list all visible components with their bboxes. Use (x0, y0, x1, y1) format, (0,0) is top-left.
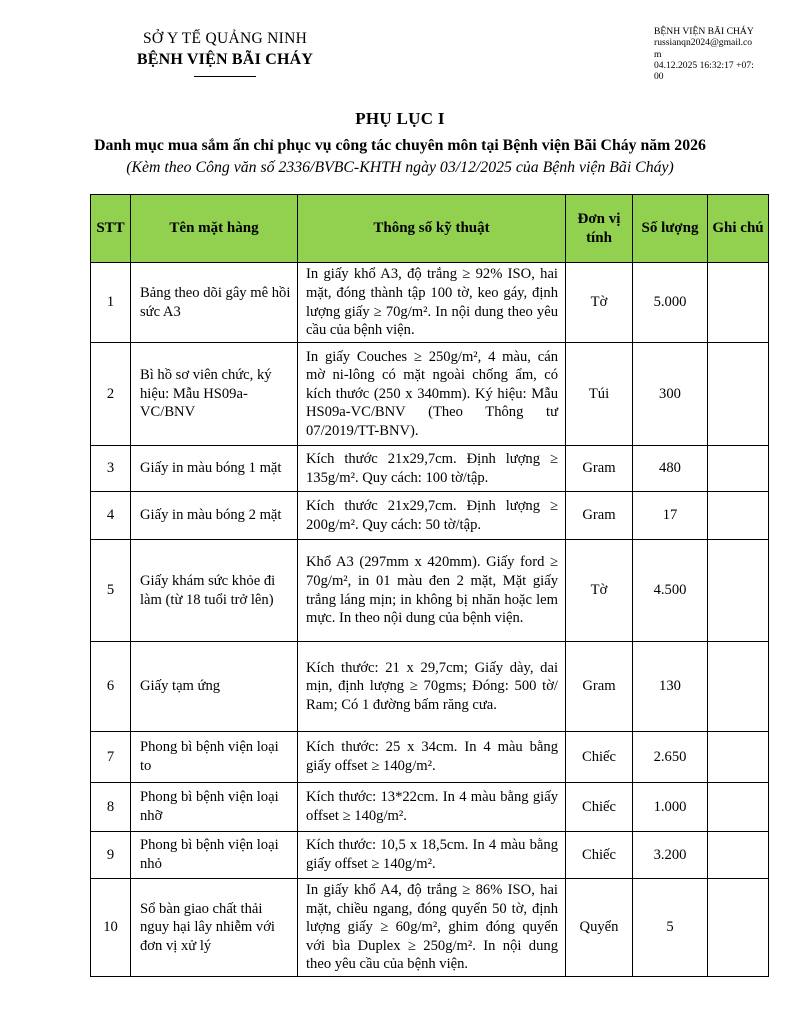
hospital-name: BỆNH VIỆN BÃI CHÁY (136, 51, 314, 68)
table-row (91, 343, 769, 446)
appendix-title: PHỤ LỤC I (355, 109, 445, 128)
title-block (0, 109, 800, 177)
cell-spec: Kích thước 21x29,7cm. Định lượng ≥ 135g/m². Quy cách: 100 tờ/tập. (298, 446, 566, 492)
cell-note (708, 879, 769, 977)
cell-unit: Chiếc (566, 783, 633, 832)
table-row (91, 642, 769, 732)
cell-qty: 5 (633, 879, 708, 977)
cell-name: Sổ bàn giao chất thải nguy hại lây nhiễm với đơn vị xử lý (131, 879, 298, 977)
cell-unit: Túi (566, 343, 633, 446)
cell-stt: 8 (91, 783, 131, 832)
cell-qty: 130 (633, 642, 708, 732)
cell-unit: Chiếc (566, 832, 633, 879)
cell-qty: 1.000 (633, 783, 708, 832)
cell-name: Bảng theo dõi gây mê hồi sức A3 (131, 263, 298, 343)
procurement-table (90, 194, 769, 977)
cell-unit: Gram (566, 446, 633, 492)
cell-qty: 480 (633, 446, 708, 492)
cell-spec: In giấy khổ A4, độ trắng ≥ 86% ISO, hai mặt, chiều ngang, đóng quyển 50 tờ, định lượng giấy ≥ 60g/m², ghim đóng quyển với bìa Duplex ≥ 250g/m². In nội dung theo yêu cầu của bệnh viện. (298, 879, 566, 977)
cell-qty: 5.000 (633, 263, 708, 343)
cell-unit: Tờ (566, 540, 633, 642)
cell-unit: Tờ (566, 263, 633, 343)
cell-unit: Chiếc (566, 732, 633, 783)
table-row (91, 492, 769, 540)
cell-name: Phong bì bệnh viện loại nhỡ (131, 783, 298, 832)
cell-note (708, 343, 769, 446)
letterhead-divider (194, 76, 256, 77)
cell-name: Phong bì bệnh viện loại nhỏ (131, 832, 298, 879)
cell-stt: 9 (91, 832, 131, 879)
cell-name: Giấy khám sức khỏe đi làm (từ 18 tuổi trở lên) (131, 540, 298, 642)
cell-spec: In giấy Couches ≥ 250g/m², 4 màu, cán mờ ni-lông có mặt ngoài chống ẩm, có kích thước (250 x 340mm). Ký hiệu: Mẫu HS09a-VC/BNV (Theo Thông tư 07/2019/TT-BNV). (298, 343, 566, 446)
table-row (91, 783, 769, 832)
cell-qty: 4.500 (633, 540, 708, 642)
cell-stt: 1 (91, 263, 131, 343)
cell-note (708, 540, 769, 642)
cell-unit: Quyển (566, 879, 633, 977)
cell-name: Giấy tạm ứng (131, 642, 298, 732)
stamp-org-name: BỆNH VIỆN BÃI CHÁY (654, 26, 754, 37)
cell-qty: 17 (633, 492, 708, 540)
column-header-spec: Thông số kỹ thuật (298, 195, 566, 263)
cell-note (708, 492, 769, 540)
cell-spec: Kích thước: 25 x 34cm. In 4 màu bằng giấy offset ≥ 140g/m². (298, 732, 566, 783)
column-header-unit: Đơn vị tính (566, 195, 633, 263)
cell-name: Phong bì bệnh viện loại to (131, 732, 298, 783)
cell-note (708, 832, 769, 879)
table-row (91, 263, 769, 343)
cell-note (708, 263, 769, 343)
column-header-qty: Số lượng (633, 195, 708, 263)
cell-stt: 4 (91, 492, 131, 540)
cell-name: Giấy in màu bóng 1 mặt (131, 446, 298, 492)
cell-note (708, 642, 769, 732)
cell-spec: Kích thước: 13*22cm. In 4 màu bằng giấy offset ≥ 140g/m². (298, 783, 566, 832)
column-header-stt: STT (91, 195, 131, 263)
cell-spec: Khổ A3 (297mm x 420mm). Giấy ford ≥ 70g/m², in 01 màu đen 2 mặt, Mặt giấy trắng láng mịn; in không bị nhăn hoặc lem mực. In theo nội dung của bệnh viện. (298, 540, 566, 642)
cell-note (708, 783, 769, 832)
letterhead (0, 0, 800, 100)
table-row (91, 732, 769, 783)
cell-stt: 5 (91, 540, 131, 642)
table-row (91, 832, 769, 879)
attachment-note: (Kèm theo Công văn số 2336/BVBC-KHTH ngày 03/12/2025 của Bệnh viện Bãi Cháy) (126, 159, 674, 176)
cell-note (708, 446, 769, 492)
cell-spec: Kích thước 21x29,7cm. Định lượng ≥ 200g/m². Quy cách: 50 tờ/tập. (298, 492, 566, 540)
cell-qty: 300 (633, 343, 708, 446)
cell-stt: 10 (91, 879, 131, 977)
cell-name: Giấy in màu bóng 2 mặt (131, 492, 298, 540)
stamp-datetime: 04.12.2025 16:32:17 +07:00 (654, 59, 754, 83)
table-row (91, 879, 769, 977)
cell-name: Bì hồ sơ viên chức, ký hiệu: Mẫu HS09a-VC/BNV (131, 343, 298, 446)
table-header-row (91, 195, 769, 263)
issuing-org-block (103, 30, 347, 77)
cell-qty: 3.200 (633, 832, 708, 879)
stamp-email: russianqn2024@gmail.com (654, 37, 753, 60)
digital-signature-stamp (654, 26, 758, 83)
table-row (91, 446, 769, 492)
cell-spec: Kích thước: 21 x 29,7cm; Giấy dày, dai mịn, định lượng ≥ 70gms; Đóng: 500 tờ/ Ram; Có 1 đường bấm răng cưa. (298, 642, 566, 732)
cell-unit: Gram (566, 492, 633, 540)
column-header-note: Ghi chú (708, 195, 769, 263)
cell-stt: 3 (91, 446, 131, 492)
cell-qty: 2.650 (633, 732, 708, 783)
cell-unit: Gram (566, 642, 633, 732)
cell-spec: In giấy khổ A3, độ trắng ≥ 92% ISO, hai mặt, đóng thành tập 100 tờ, keo gáy, định lượng giấy ≥ 70g/m². In nội dung theo yêu cầu của bệnh viện. (298, 263, 566, 343)
cell-stt: 6 (91, 642, 131, 732)
table-row (91, 540, 769, 642)
document-title: Danh mục mua sắm ấn chỉ phục vụ công tác chuyên môn tại Bệnh viện Bãi Cháy năm 2026 (94, 137, 706, 154)
cell-spec: Kích thước: 10,5 x 18,5cm. In 4 màu bằng giấy offset ≥ 140g/m². (298, 832, 566, 879)
column-header-name: Tên mặt hàng (131, 195, 298, 263)
cell-stt: 2 (91, 343, 131, 446)
parent-org-name: SỞ Y TẾ QUẢNG NINH (142, 30, 308, 47)
cell-stt: 7 (91, 732, 131, 783)
cell-note (708, 732, 769, 783)
